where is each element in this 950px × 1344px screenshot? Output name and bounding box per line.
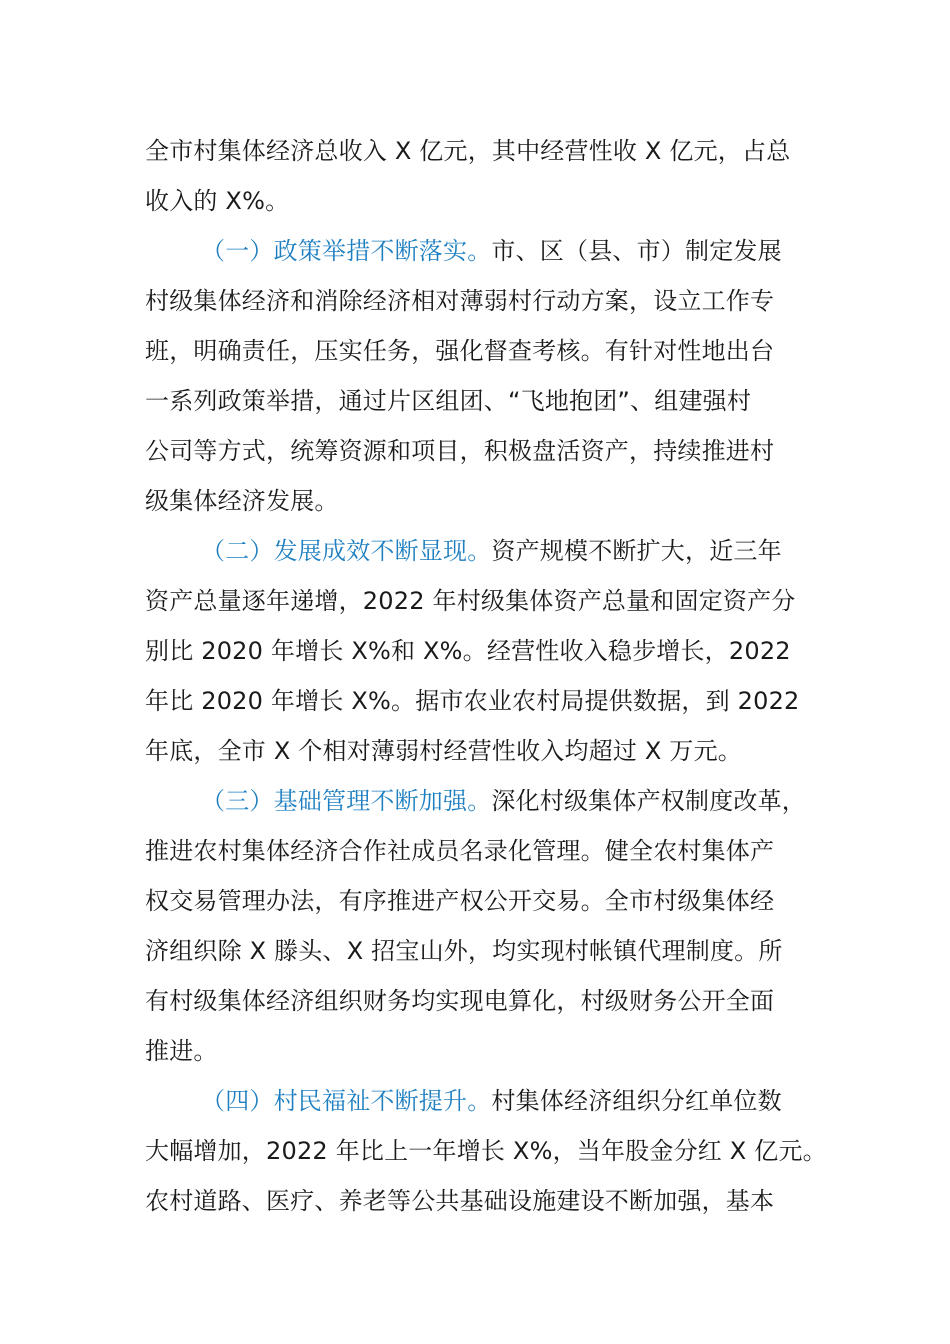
- text-line: 全市村集体经济总收入 X 亿元，其中经营性收 X 亿元，占总: [145, 137, 791, 165]
- paragraph-text: 资产规模不断扩大，近三年: [491, 537, 782, 565]
- text-line: 有村级集体经济组织财务均实现电算化，村级财务公开全面: [145, 987, 775, 1015]
- text-line: 推进农村集体经济合作社成员名录化管理。健全农村集体产: [145, 837, 775, 865]
- paragraph-first-line: [145, 776, 825, 826]
- text-line: 别比 2020 年增长 X%和 X%。经营性收入稳步增长，2022: [145, 637, 791, 665]
- paragraph-text: 深化村级集体产权制度改革，: [491, 787, 807, 815]
- text-line: 推进。: [145, 1037, 218, 1065]
- paragraph-first-line: [145, 226, 825, 276]
- section-heading-1: （一）政策举措不断落实。: [201, 237, 492, 265]
- section-heading-3: （三）基础管理不断加强。: [201, 787, 492, 815]
- text-line: 大幅增加，2022 年比上一年增长 X%，当年股金分红 X 亿元。: [145, 1137, 827, 1165]
- paragraph-text: 村集体经济组织分红单位数: [491, 1087, 782, 1115]
- text-line: 收入的 X%。: [145, 187, 290, 215]
- text-line: 班，明确责任，压实任务，强化督查考核。有针对性地出台: [145, 337, 775, 365]
- text-line: 一系列政策举措，通过片区组团、“飞地抱团”、组建强村: [145, 387, 752, 415]
- text-line: 权交易管理办法，有序推进产权公开交易。全市村级集体经: [145, 887, 775, 915]
- paragraph-first-line: [145, 1076, 825, 1126]
- section-heading-4: （四）村民福祉不断提升。: [201, 1087, 492, 1115]
- text-line: 年底，全市 X 个相对薄弱村经营性收入均超过 X 万元。: [145, 737, 742, 765]
- document-body: [145, 126, 825, 1226]
- text-line: 村级集体经济和消除经济相对薄弱村行动方案，设立工作专: [145, 287, 775, 315]
- paragraph-first-line: [145, 526, 825, 576]
- section-heading-2: （二）发展成效不断显现。: [201, 537, 492, 565]
- text-line: 年比 2020 年增长 X%。据市农业农村局提供数据，到 2022: [145, 687, 800, 715]
- paragraph-text: 市、区（县、市）制定发展: [491, 237, 782, 265]
- text-line: 济组织除 X 滕头、X 招宝山外，均实现村帐镇代理制度。所: [145, 937, 783, 965]
- text-line: 农村道路、医疗、养老等公共基础设施建设不断加强，基本: [145, 1187, 775, 1215]
- text-line: 公司等方式，统筹资源和项目，积极盘活资产，持续推进村: [145, 437, 775, 465]
- text-line: 资产总量逐年递增，2022 年村级集体资产总量和固定资产分: [145, 587, 796, 615]
- text-line: 级集体经济发展。: [145, 487, 339, 515]
